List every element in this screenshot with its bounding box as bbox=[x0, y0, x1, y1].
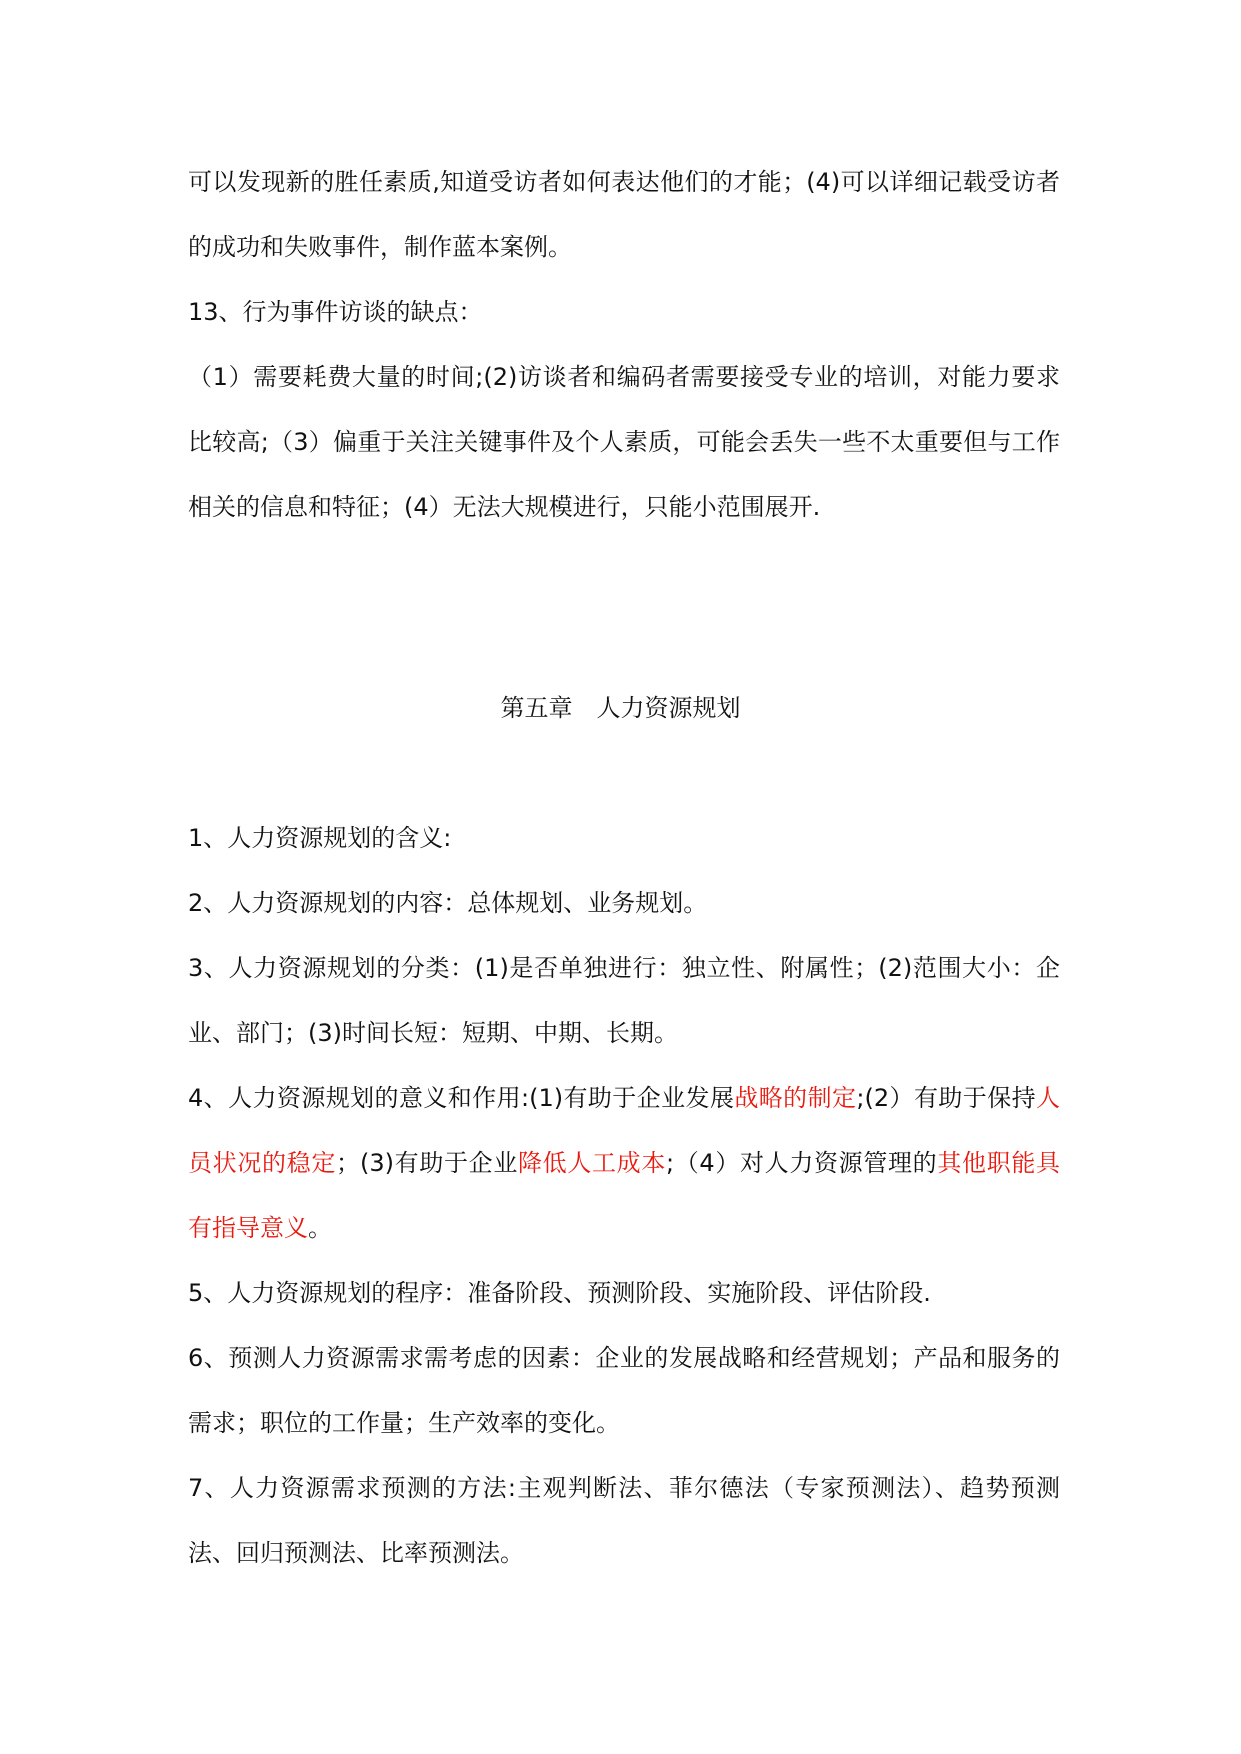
item-3: 3、人力资源规划的分类：(1)是否单独进行：独立性、附属性；(2)范围大小：企业、部门；(3)时间长短：短期、中期、长期。 bbox=[188, 954, 1060, 1047]
item-4 bbox=[188, 1066, 1060, 1261]
item-4-highlight-strategy: 战略的制定 bbox=[734, 1084, 857, 1112]
item-4-text-3: ；(3)有助于企业 bbox=[336, 1149, 518, 1177]
item-6: 6、预测人力资源需求需考虑的因素：企业的发展战略和经营规划；产品和服务的需求；职位的工作量；生产效率的变化。 bbox=[188, 1344, 1060, 1437]
item-13-title: 13、行为事件访谈的缺点： bbox=[188, 298, 483, 326]
item-4-text-5: 。 bbox=[308, 1214, 332, 1242]
item-1: 1、人力资源规划的含义: bbox=[188, 824, 452, 852]
item-4-text-2: ;(2）有助于保持 bbox=[856, 1084, 1037, 1112]
item-13-body: （1）需要耗费大量的时间;(2)访谈者和编码者需要接受专业的培训，对能力要求比较高;（3）偏重于关注关键事件及个人素质，可能会丢失一些不太重要但与工作相关的信息和特征；(4）无法大规模进行，只能小范围展开. bbox=[188, 363, 1060, 521]
intro-paragraph: 可以发现新的胜任素质,知道受访者如何表达他们的才能；(4)可以详细记载受访者的成功和失败事件，制作蓝本案例。 bbox=[188, 168, 1060, 261]
item-4-highlight-guidance: 其他职能具有指导意义 bbox=[188, 1149, 1061, 1242]
item-4-text-4: ;（4）对人力资源管理的 bbox=[666, 1149, 938, 1177]
item-4-text-1: 4、人力资源规划的意义和作用:(1)有助于企业发展 bbox=[188, 1084, 735, 1112]
item-5: 5、人力资源规划的程序：准备阶段、预测阶段、实施阶段、评估阶段. bbox=[188, 1279, 931, 1307]
item-7: 7、人力资源需求预测的方法:主观判断法、菲尔德法（专家预测法）、趋势预测法、回归预测法、比率预测法。 bbox=[188, 1474, 1060, 1567]
item-2: 2、人力资源规划的内容：总体规划、业务规划。 bbox=[188, 889, 708, 917]
chapter-title: 第五章 人力资源规划 bbox=[500, 694, 741, 722]
item-4-highlight-cost: 降低人工成本 bbox=[518, 1149, 666, 1177]
item-4-highlight-stability: 人员状况的稳定 bbox=[188, 1084, 1061, 1177]
